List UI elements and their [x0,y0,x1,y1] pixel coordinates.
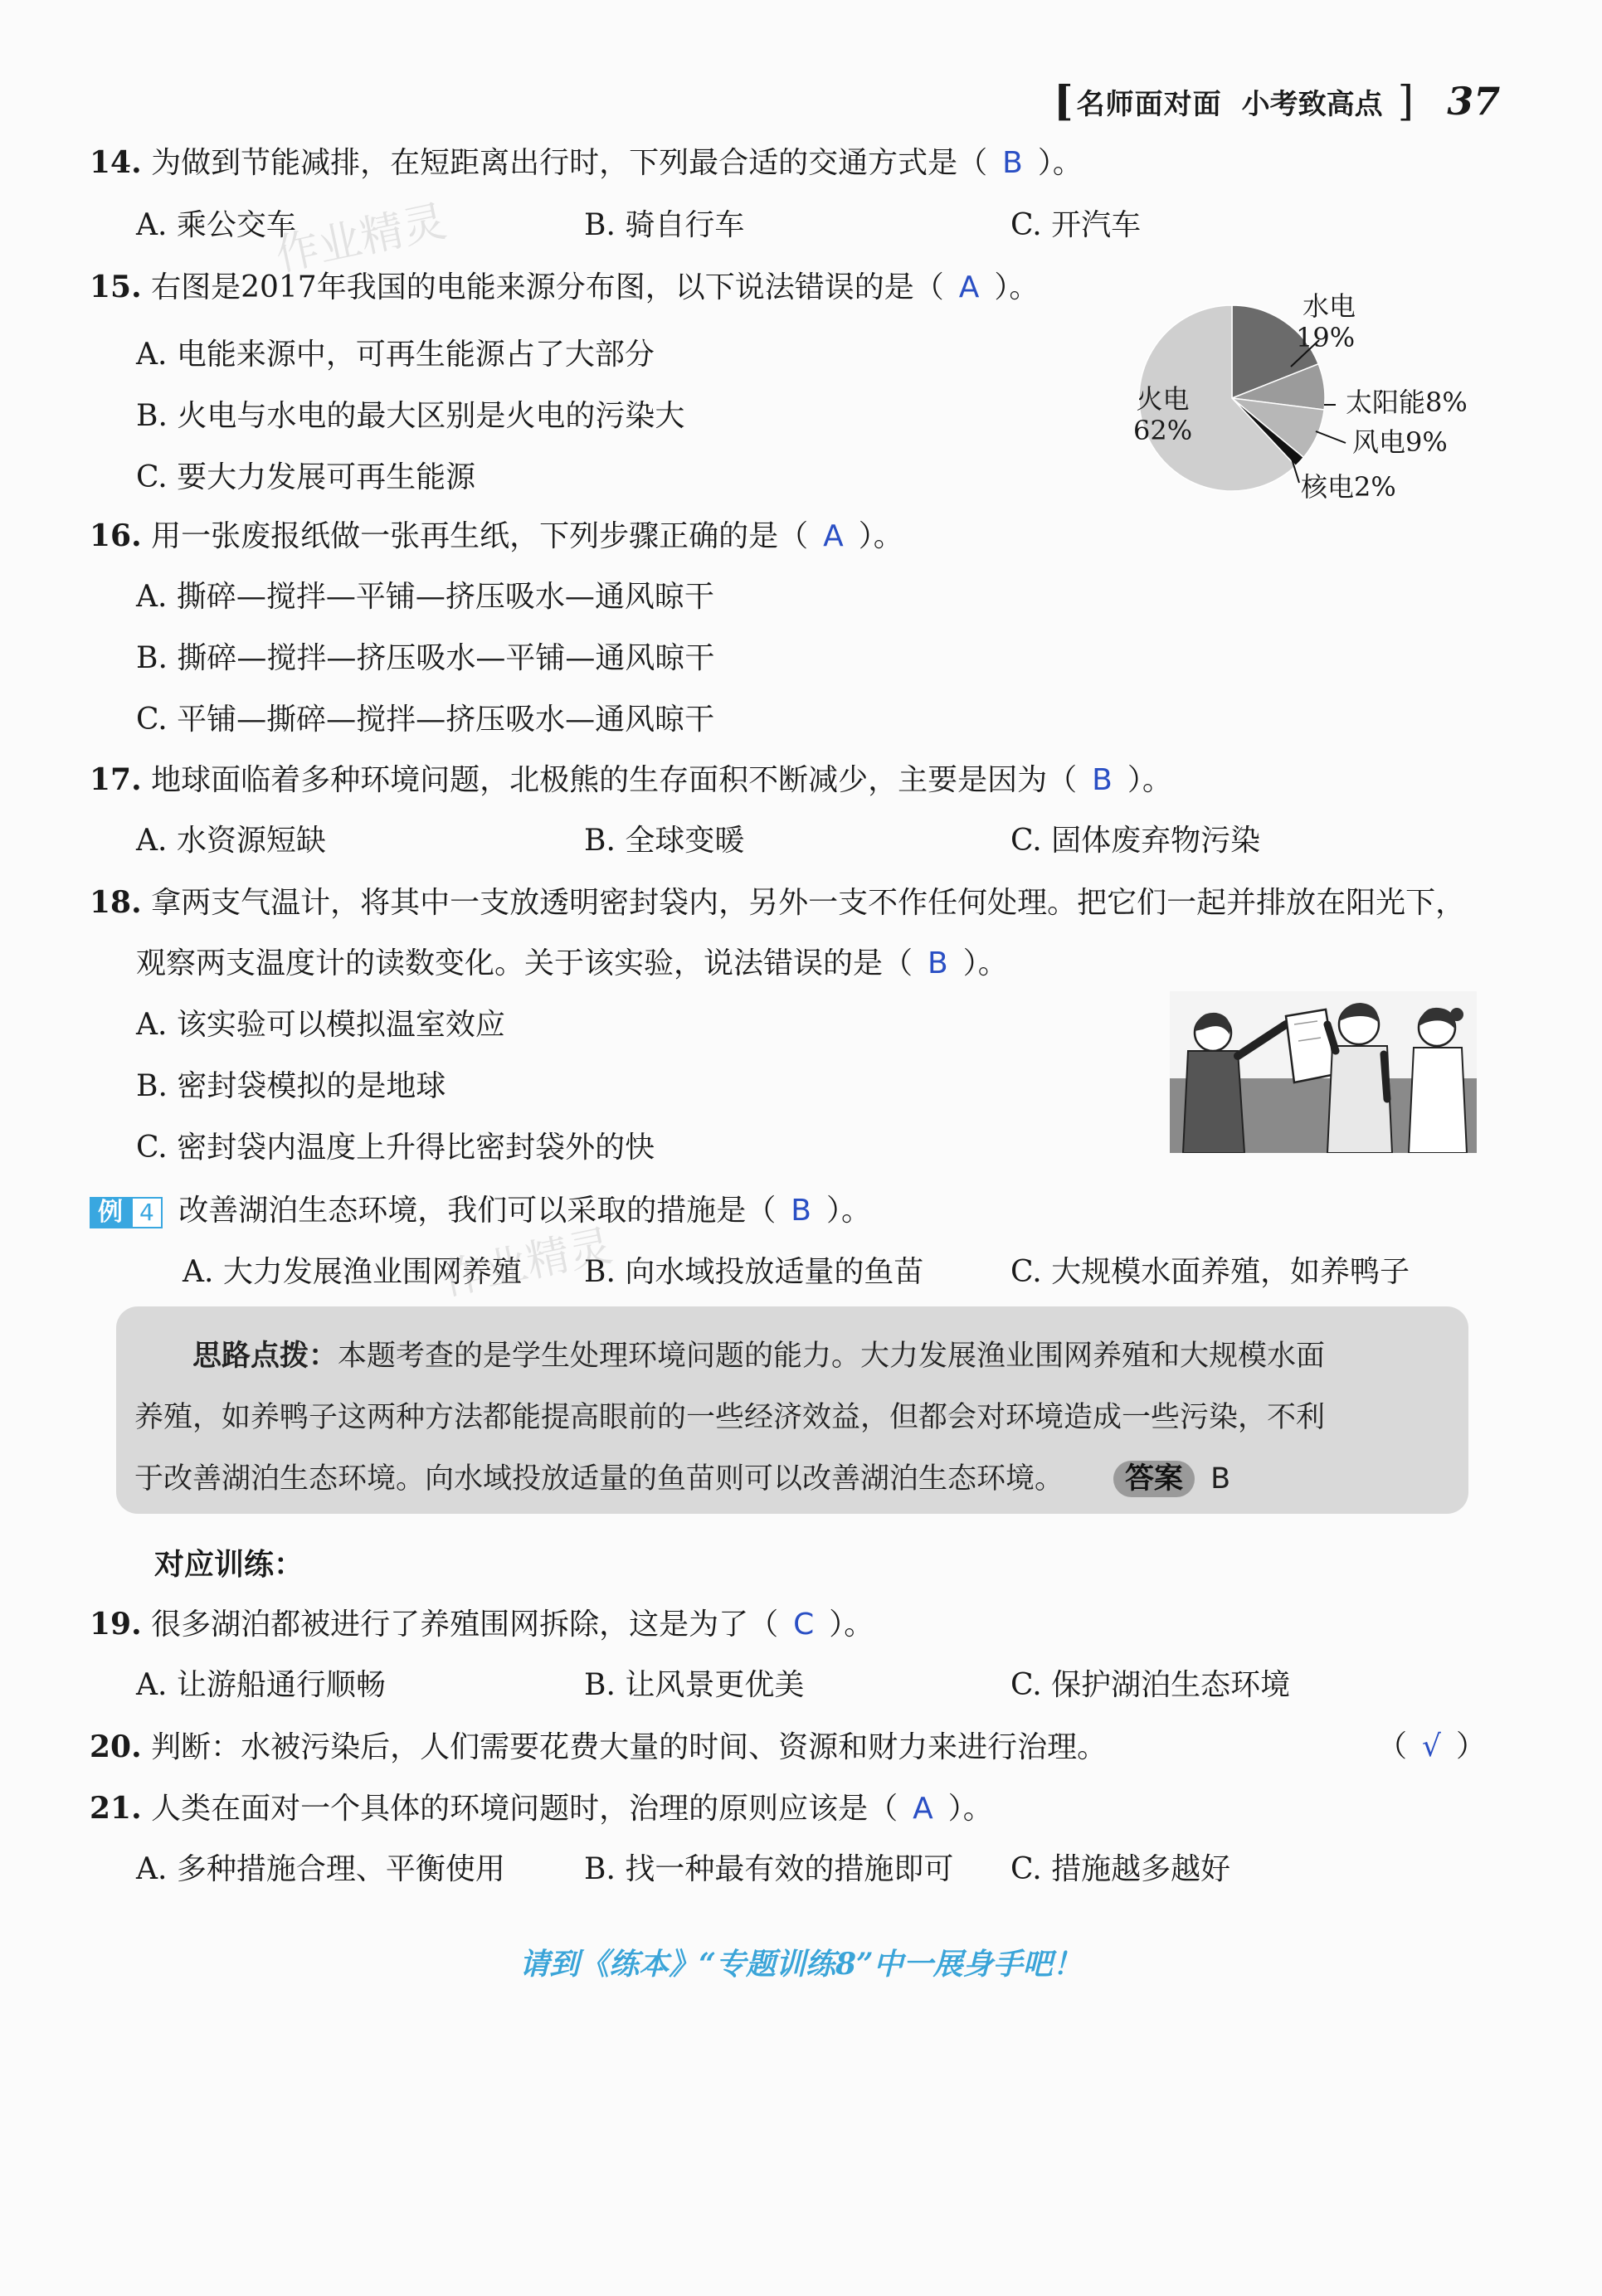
option-c: C. 措施越多越好 [1010,1852,1231,1886]
answer-mark: B [791,1194,811,1228]
question-number: 16. [90,518,142,553]
paren-close: ） [1455,1729,1486,1763]
answer-mark: A [958,270,980,304]
question-stem: 地球面临着多种环境问题，北极熊的生存面积不断减少，主要是因为（ [151,763,1078,797]
question-number: 18. [90,885,142,920]
pie-label-water [1296,290,1356,353]
option-b: B. 让风景更优美 [584,1668,805,1702]
pie-label-wind: 风电9% [1352,426,1448,458]
question-stem: 为做到节能减排，在短距离出行时，下列最合适的交通方式是（ [151,146,988,180]
answer-mark: B [928,946,948,980]
section-label: 对应训练： [154,1548,304,1582]
question-close: ）。 [1037,146,1083,180]
question-close: ）。 [826,1194,872,1228]
header-slogan: 小考致高点 [1241,87,1383,121]
option-c: C. 保护湖泊生态环境 [1010,1668,1291,1702]
answer-mark: B [1002,146,1023,180]
option-a: A. 多种措施合理、平衡使用 [136,1852,505,1886]
question-stem-line1: 拿两支气温计，将其中一支放透明密封袋内，另外一支不作任何处理。把它们一起并排放在阳光下， [151,886,1466,920]
question-18 [90,883,1465,923]
question-close: ）。 [962,946,1008,980]
question-17 [90,760,1172,800]
option-c: C. 大规模水面养殖，如养鸭子 [1010,1255,1410,1289]
hint-label: 思路点拨： [192,1340,338,1373]
question-stem: 右图是2017年我国的电能来源分布图，以下说法错误的是（ [151,270,944,304]
hint-line-3 [134,1448,1453,1510]
judge-answer [1377,1727,1486,1767]
page-number: 37 [1447,79,1501,124]
pie-leader-line-2 [1316,431,1346,443]
header-bracket-left: [ [1054,76,1074,125]
question-number: 20. [90,1729,142,1764]
question-stem: 判断：水被污染后，人们需要花费大量的时间、资源和财力来进行治理。 [151,1730,1108,1764]
experiment-illustration [1170,991,1477,1153]
option-a: A. 让游船通行顺畅 [136,1668,386,1702]
option-a: A. 水资源短缺 [136,824,326,858]
option-b: B. 密封袋模拟的是地球 [136,1069,446,1103]
pie-label-nuclear: 核电2% [1301,471,1396,503]
option-c: C. 开汽车 [1010,208,1142,242]
option-a: A. 大力发展渔业围网养殖 [183,1255,522,1289]
example-tag-number: 4 [131,1197,163,1228]
example-4 [90,1191,871,1231]
question-15 [90,267,1039,308]
pie-label-fire [1133,383,1192,446]
question-number: 17. [90,762,142,797]
question-stem: 改善湖泊生态环境，我们可以采取的措施是（ [178,1194,777,1228]
answer-mark: A [823,519,844,553]
option-a: A. 该实验可以模拟温室效应 [136,1008,505,1042]
question-close: ）。 [858,519,903,553]
option-a: A. 电能来源中，可再生能源占了大部分 [136,338,655,372]
question-19 [90,1604,874,1645]
question-number: 19. [90,1607,142,1642]
question-close: ）。 [947,1792,993,1826]
question-20 [90,1727,1107,1768]
question-stem: 很多湖泊都被进行了养殖围网拆除，这是为了（ [151,1608,779,1642]
question-number: 15. [90,270,142,304]
watermark: 作业精灵 [271,196,451,281]
energy-pie-chart [1128,290,1477,514]
header-brand: 名师面对面 [1076,87,1222,121]
option-c: C. 要大力发展可再生能源 [136,460,476,494]
question-close: ）。 [1127,763,1172,797]
option-b: B. 撕碎—搅拌—挤压吸水—平铺—通风晾干 [136,641,715,675]
hint-text [134,1326,1453,1510]
question-18-line2 [136,944,1008,984]
hint-text-3: 于改善湖泊生态环境。向水域投放适量的鱼苗则可以改善湖泊生态环境。 [134,1462,1064,1496]
option-b: B. 找一种最有效的措施即可 [584,1852,954,1886]
question-number: 21. [90,1791,142,1826]
pie-label-fire-pct: 62% [1133,415,1193,446]
page-header [1054,76,1500,126]
question-close: ）。 [829,1608,874,1642]
hint-answer: B [1210,1462,1231,1496]
answer-mark: C [793,1608,815,1642]
header-bracket-right: ] [1397,77,1415,125]
answer-mark: √ [1422,1729,1441,1763]
answer-mark: A [913,1792,933,1826]
hint-text-1: 本题考查的是学生处理环境问题的能力。大力发展渔业围网养殖和大规模水面 [338,1340,1326,1373]
option-c: C. 密封袋内温度上升得比密封袋外的快 [136,1131,655,1165]
hint-line-2: 养殖，如养鸭子这两种方法都能提高眼前的一些经济效益，但都会对环境造成一些污染，不利 [134,1401,1326,1434]
option-a: A. 撕碎—搅拌—平铺—挤压吸水—通风晾干 [136,580,714,614]
option-b: B. 全球变暖 [584,824,745,858]
question-close: ）。 [994,270,1040,304]
pie-label-water-name: 水电 [1303,290,1356,322]
question-16 [90,516,903,557]
sealed-bag [1286,1009,1336,1082]
pie-label-water-pct: 19% [1296,322,1356,353]
example-tag [90,1197,163,1228]
question-stem-line2: 观察两支温度计的读数变化。关于该实验，说法错误的是（ [136,946,913,980]
option-c: C. 平铺—撕碎—搅拌—挤压吸水—通风晾干 [136,703,715,737]
pie-label-solar: 太阳能8% [1346,387,1468,418]
hint-answer-label: 答案 [1113,1461,1195,1497]
example-tag-label: 例 [90,1197,131,1228]
option-a: A. 乘公交车 [136,208,296,242]
pie-label-fire-name: 火电 [1136,383,1190,415]
option-c: C. 固体废弃物污染 [1010,824,1261,858]
question-stem: 用一张废报纸做一张再生纸，下列步骤正确的是（ [151,519,809,553]
question-stem: 人类在面对一个具体的环境问题时，治理的原则应该是（ [151,1792,898,1826]
paren-open: （ [1377,1729,1408,1763]
hint-line-1 [134,1326,1453,1387]
watermark: 作业精灵 [437,1220,617,1306]
question-number: 14. [90,145,142,180]
option-b: B. 向水域投放适量的鱼苗 [584,1255,924,1289]
footer-prompt: 请到《练本》“专题训练8”中一展身手吧！ [519,1947,1083,1982]
option-b: B. 骑自行车 [584,208,745,242]
question-21 [90,1788,993,1829]
option-b: B. 火电与水电的最大区别是火电的污染大 [136,399,685,433]
answer-mark: B [1092,763,1113,797]
question-14 [90,143,1083,183]
